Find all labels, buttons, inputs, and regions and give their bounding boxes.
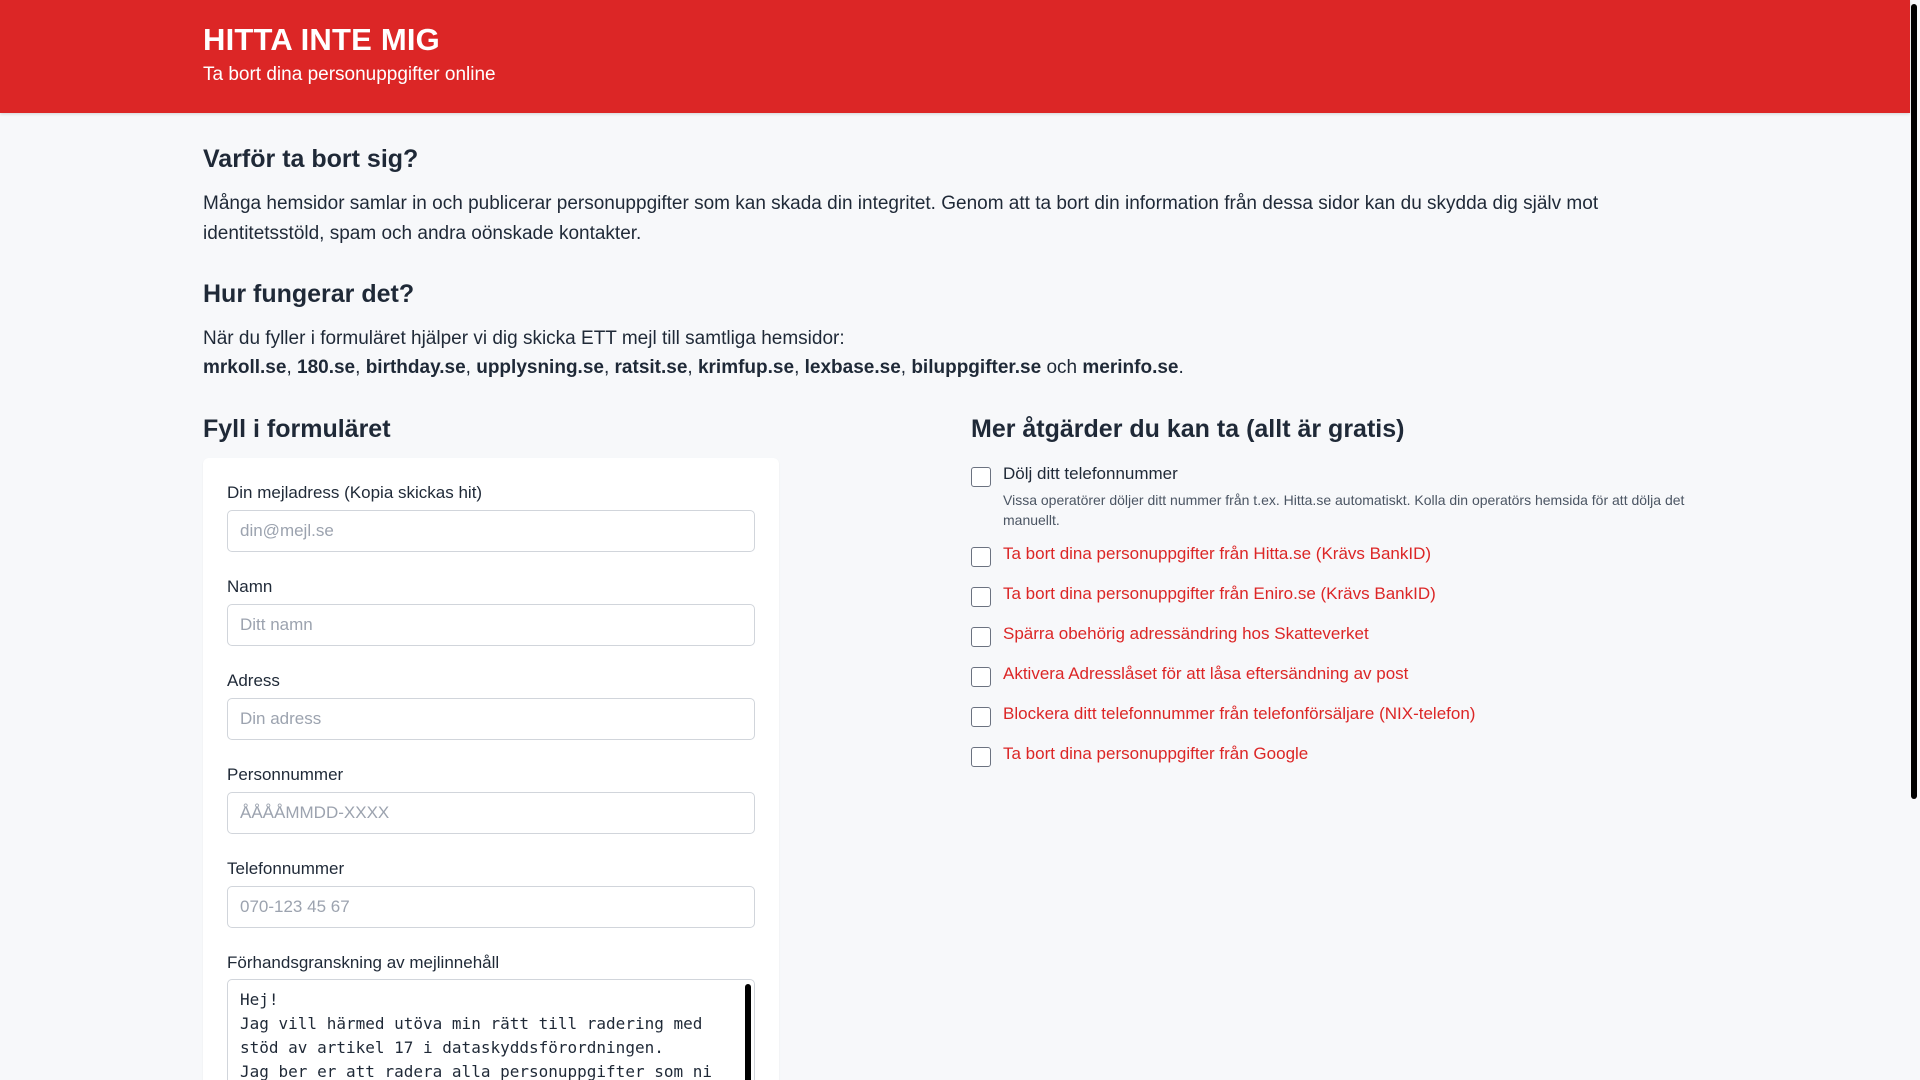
ssn-field[interactable] (227, 792, 755, 834)
ssn-label: Personnummer (227, 765, 344, 784)
site-name: mrkoll.se (203, 357, 287, 378)
how-paragraph (203, 324, 1703, 382)
how-heading: Hur fungerar det? (203, 280, 415, 308)
preview-scrollbar[interactable] (745, 984, 751, 1080)
action-skatteverket (971, 624, 1731, 650)
skatteverket-link[interactable]: Spärra obehörig adressändring hos Skatteverket (1003, 624, 1369, 643)
actions-heading: Mer åtgärder du kan ta (allt är gratis) (971, 415, 1405, 443)
action-adresslaset (971, 664, 1731, 690)
name-field[interactable] (227, 604, 755, 646)
google-link[interactable]: Ta bort dina personuppgifter från Google (1003, 744, 1309, 763)
eniro-checkbox[interactable] (971, 587, 991, 607)
site-name: krimfup.se (697, 357, 795, 378)
email-preview-textarea[interactable] (227, 979, 755, 1080)
site-header (0, 0, 1910, 113)
action-nix (971, 704, 1731, 730)
site-title[interactable]: HITTA INTE MIG (203, 22, 440, 57)
form-card (203, 458, 779, 1080)
address-field[interactable] (227, 698, 755, 740)
site-name: 180.se (297, 357, 356, 378)
hide-phone-description: Vissa operatörer döljer ditt nummer från t.ex. Hitta.se automatiskt. Kolla din operatörs hemsida för att dölja det manuellt. (1003, 492, 1685, 528)
how-intro: När du fyller i formuläret hjälper vi dig skicka ETT mejl till samtliga hemsidor: (203, 328, 845, 349)
hide-phone-label[interactable]: Dölj ditt telefonnummer (1003, 464, 1178, 483)
action-eniro (971, 584, 1731, 610)
adresslaset-link[interactable]: Aktivera Adresslåset för att låsa eftersändning av post (1003, 664, 1409, 683)
email-field[interactable] (227, 510, 755, 552)
skatteverket-checkbox[interactable] (971, 627, 991, 647)
why-heading: Varför ta bort sig? (203, 145, 419, 173)
site-list: mrkoll.se, 180.se, birthday.se, upplysning.se, ratsit.se, krimfup.se, lexbase.se, biluppgifter.se och merinfo.se. (203, 357, 1184, 378)
form-heading: Fyll i formuläret (203, 415, 391, 443)
action-hitta (971, 544, 1731, 570)
site-name: lexbase.se (804, 357, 901, 378)
action-google (971, 744, 1731, 770)
google-checkbox[interactable] (971, 747, 991, 767)
nix-link[interactable]: Blockera ditt telefonnummer från telefonförsäljare (NIX-telefon) (1003, 704, 1476, 723)
email-label: Din mejladress (Kopia skickas hit) (227, 483, 483, 502)
nix-checkbox[interactable] (971, 707, 991, 727)
phone-label: Telefonnummer (227, 859, 345, 878)
site-name: birthday.se (365, 357, 466, 378)
hitta-checkbox[interactable] (971, 547, 991, 567)
email-preview-text: Hej! Jag vill härmed utöva min rätt till radering med stöd av artikel 17 i dataskyddsförordningen. Jag ber er att radera alla personuppgifter som ni (240, 990, 713, 1080)
address-label: Adress (227, 671, 280, 690)
name-label: Namn (227, 577, 273, 596)
eniro-link[interactable]: Ta bort dina personuppgifter från Eniro.se (Krävs BankID) (1003, 584, 1436, 603)
and-word: och (1046, 357, 1078, 378)
site-name: biluppgifter.se (911, 357, 1042, 378)
preview-label: Förhandsgranskning av mejlinnehåll (227, 953, 500, 972)
phone-field[interactable] (227, 886, 755, 928)
hide-phone-checkbox[interactable] (971, 467, 991, 487)
site-name: ratsit.se (614, 357, 688, 378)
hitta-link[interactable]: Ta bort dina personuppgifter från Hitta.se (Krävs BankID) (1003, 544, 1432, 563)
why-paragraph: Många hemsidor samlar in och publicerar personuppgifter som kan skada din integritet. Genom att ta bort din information från dessa sidor kan du skydda dig själv mot identitetsstöld, spam och andra oönskade kontakter. (203, 193, 1599, 244)
adresslaset-checkbox[interactable] (971, 667, 991, 687)
site-name: upplysning.se (476, 357, 604, 378)
page-scrollbar[interactable] (1911, 4, 1917, 799)
action-hide-phone (971, 464, 1731, 526)
site-name: merinfo.se (1082, 357, 1179, 378)
site-subtitle: Ta bort dina personuppgifter online (203, 64, 496, 85)
